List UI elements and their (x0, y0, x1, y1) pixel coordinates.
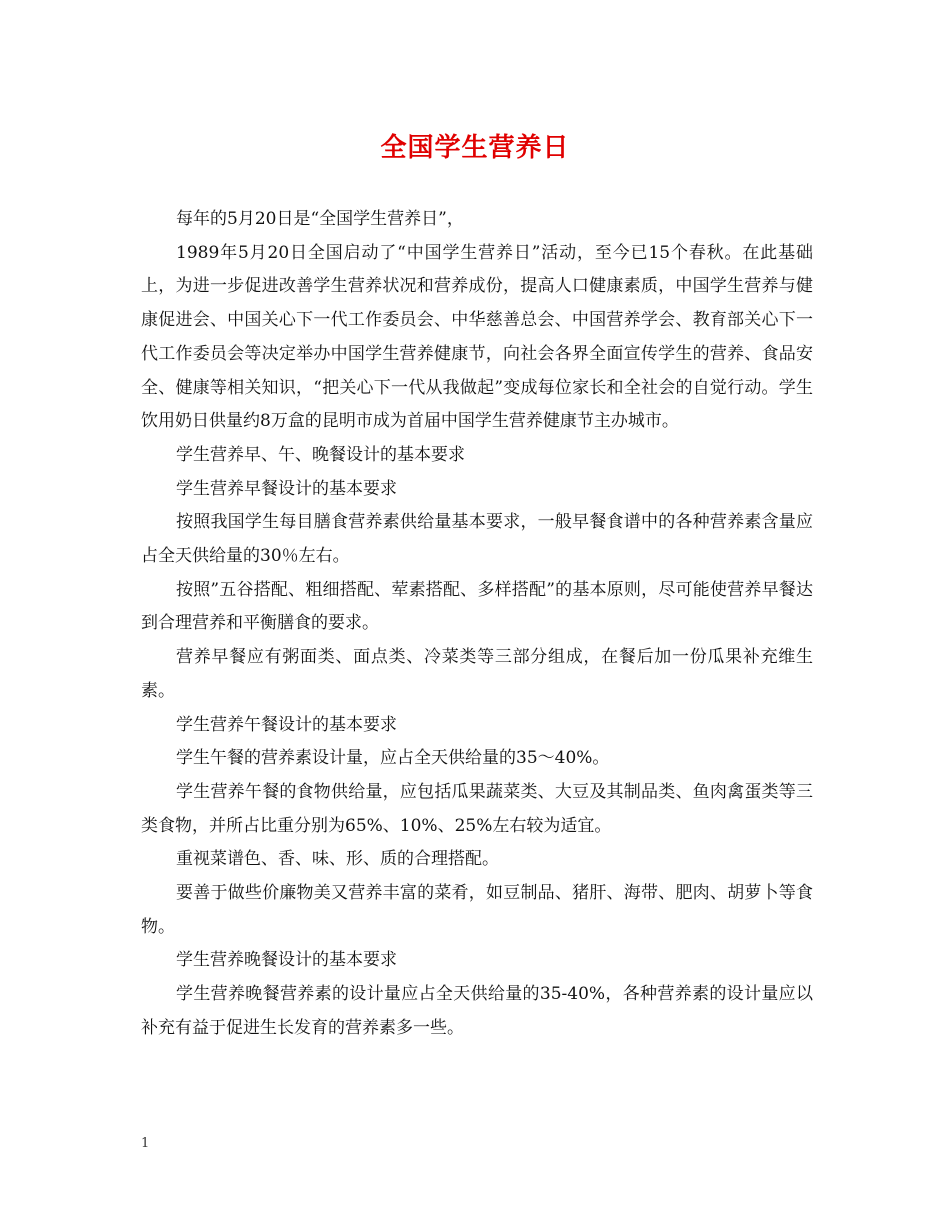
document-body (141, 203, 813, 1046)
paragraph-lunch-1: 学生午餐的营养素设计量，应占全天供给量的35～40%。 (176, 748, 610, 769)
paragraph-lunch-4: 要善于做些价廉物美又营养丰富的菜肴，如豆制品、猪肝、海带、肥肉、胡萝卜等食物。 (141, 883, 813, 937)
paragraph-breakfast-3: 营养早餐应有粥面类、面点类、冷菜类等三部分组成，在餐后加一份瓜果补充维生素。 (141, 647, 813, 701)
paragraph-history: 1989年5月20日全国启动了“中国学生营养日”活动，至今已15个春秋。在此基础上，为进一步促进改善学生营养状况和营养成份，提高人口健康素质，中国学生营养与健康促进会、中国关心下一代工作委员会、中华慈善总会、中国营养学会、教育部关心下一代工作委员会等决定举办中国学生营养健康节，向社会各界全面宣传学生的营养、食品安全、健康等相关知识，“把关心下一代从我做起”变成每位家长和全社会的自觉行动。学生饮用奶日供量约8万盒的昆明市成为首届中国学生营养健康节主办城市。 (141, 242, 813, 432)
paragraph-lunch-2: 学生营养午餐的食物供给量，应包括瓜果蔬菜类、大豆及其制品类、鱼肉禽蛋类等三类食物，并所占比重分别为65%、10%、25%左右较为适宜。 (141, 781, 813, 836)
heading-breakfast: 学生营养早餐设计的基本要求 (176, 478, 397, 499)
document-title: 全国学生营养日 (380, 133, 570, 163)
heading-lunch: 学生营养午餐设计的基本要求 (176, 714, 397, 735)
paragraph-breakfast-2: 按照”五谷搭配、粗细搭配、荤素搭配、多样搭配”的基本原则，尽可能使营养早餐达到合理营养和平衡膳食的要求。 (141, 579, 813, 634)
paragraph-dinner-1: 学生营养晚餐营养素的设计量应占全天供给量的35-40%，各种营养素的设计量应以补充有益于促进生长发育的营养素多一些。 (141, 984, 813, 1038)
paragraph-breakfast-1: 按照我国学生每目膳食营养素供给量基本要求，一般早餐食谱中的各种营养素含量应占全天供给量的30％左右。 (141, 512, 813, 567)
heading-dinner: 学生营养晚餐设计的基本要求 (176, 950, 397, 971)
heading-meal-requirements: 学生营养早、午、晚餐设计的基本要求 (176, 444, 465, 465)
paragraph-intro: 每年的5月20日是“全国学生营养日”， (176, 209, 464, 229)
paragraph-lunch-3: 重视菜谱色、香、味、形、质的合理搭配。 (176, 849, 499, 870)
page-number: 1 (141, 1136, 150, 1151)
